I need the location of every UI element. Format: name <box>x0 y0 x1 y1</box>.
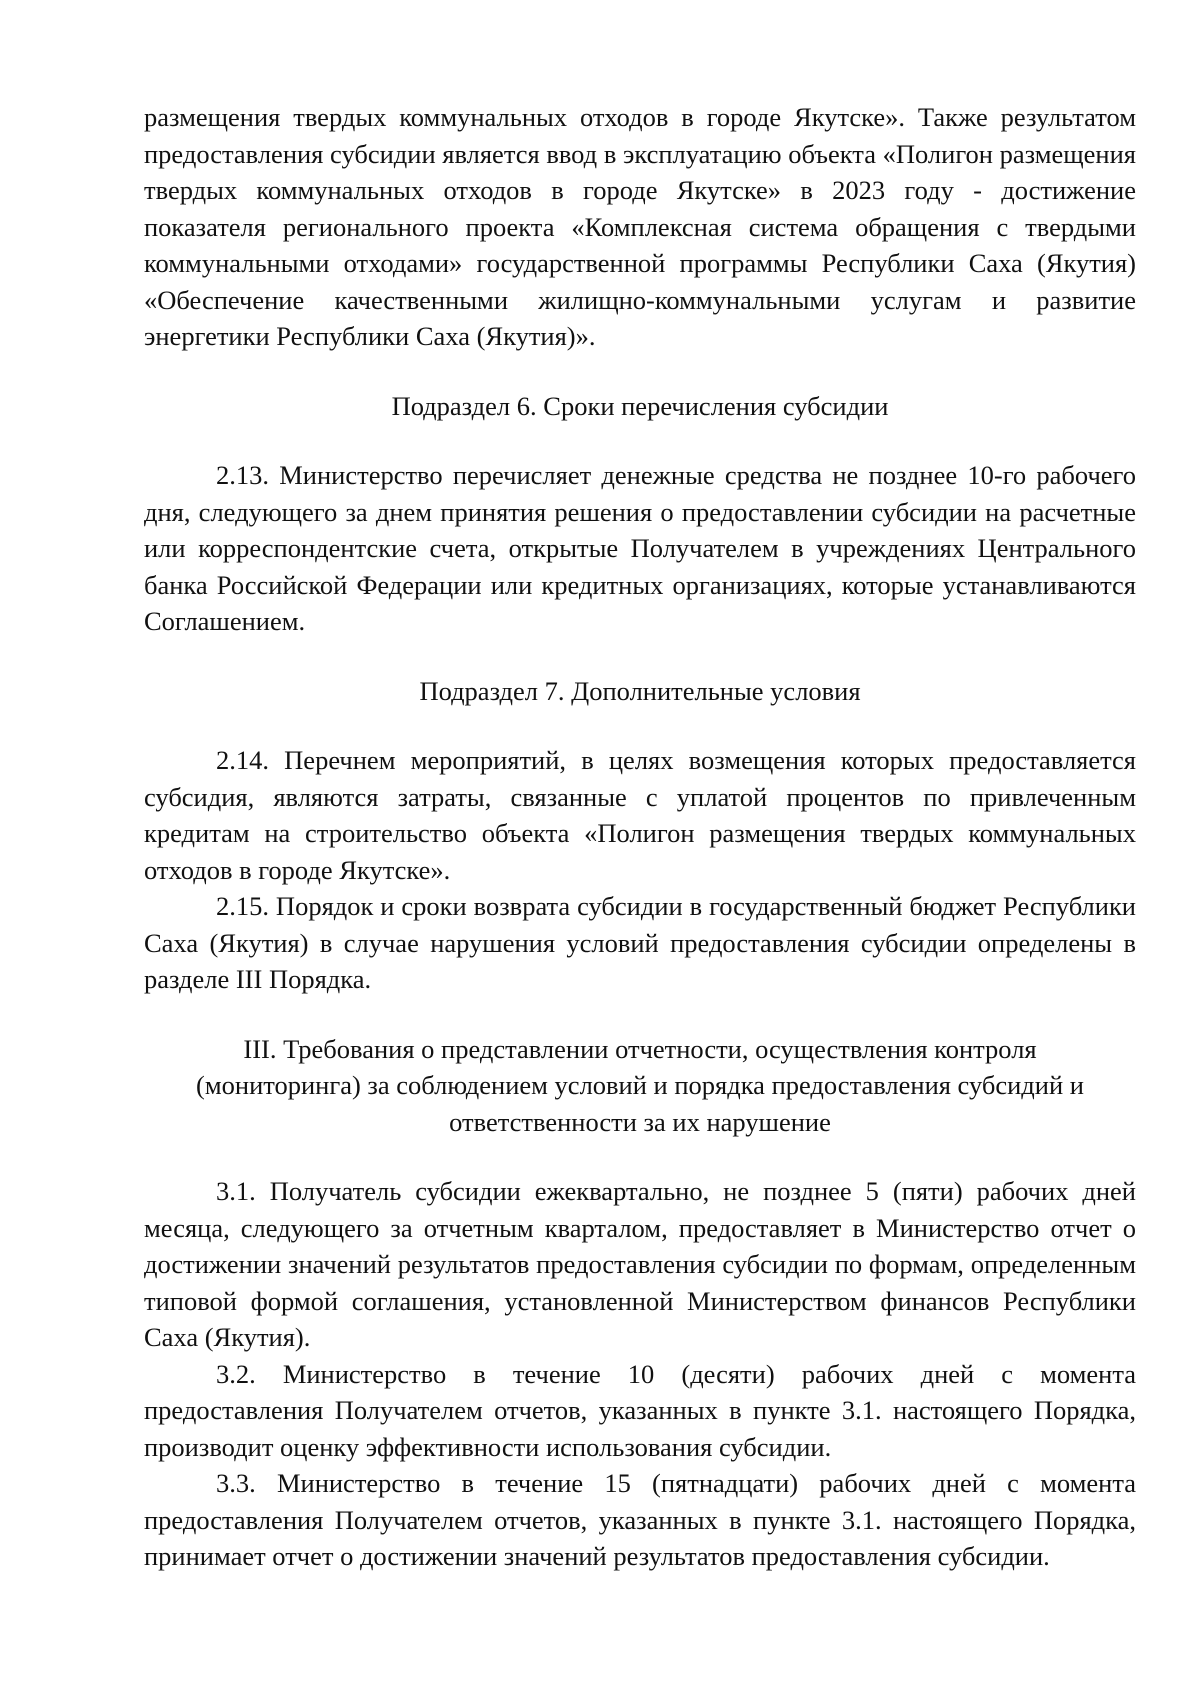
section-3-heading-line-3: ответственности за их нарушение <box>449 1106 831 1137</box>
paragraph-2-14: 2.14. Перечнем мероприятий, в целях возмещения которых предоставляется субсидия, являются затраты, связанные с уплатой процентов по привлеченным кредитам на строительство объекта «Полигон размещения твердых коммунальных отходов в городе Якутске». <box>144 745 1136 885</box>
section-3-heading <box>144 1031 1136 1141</box>
subsection-6-heading: Подраздел 6. Сроки перечисления субсидии <box>391 390 889 421</box>
paragraph-2-15: 2.15. Порядок и сроки возврата субсидии в государственный бюджет Республики Саха (Якутия) в случае нарушения условий предоставления субсидии определены в разделе III Порядка. <box>144 891 1136 994</box>
paragraph-intro-continuation: размещения твердых коммунальных отходов в городе Якутске». Также результатом предоставления субсидии является ввод в эксплуатацию объекта «Полигон размещения твердых коммунальных отходов в городе Якутске» в 2023 году - достижение показателя регионального проекта «Комплексная система обращения с твердыми коммунальными отходами» государственной программы Республики Саха (Якутия) «Обеспечение качественными жилищно-коммунальными услугам и развитие энергетики Республики Саха (Якутия)». <box>144 102 1136 351</box>
spacer <box>144 355 1136 388</box>
spacer <box>144 640 1136 673</box>
spacer <box>144 1140 1136 1173</box>
section-3-heading-line-1: III. Требования о представлении отчетности, осуществления контроля <box>243 1033 1037 1064</box>
spacer <box>144 998 1136 1031</box>
paragraph-3-1: 3.1. Получатель субсидии ежеквартально, не позднее 5 (пяти) рабочих дней месяца, следующего за отчетным кварталом, предоставляет в Министерство отчет о достижении значений результатов предоставления субсидии по формам, определенным типовой формой соглашения, установленной Министерством финансов Республики Саха (Якутия). <box>144 1176 1136 1352</box>
paragraph-3-3: 3.3. Министерство в течение 15 (пятнадцати) рабочих дней с момента предоставления Получателем отчетов, указанных в пункте 3.1. настоящего Порядка, принимает отчет о достижении значений результатов предоставления субсидии. <box>144 1468 1136 1571</box>
paragraph-2-13: 2.13. Министерство перечисляет денежные средства не позднее 10-го рабочего дня, следующего за днем принятия решения о предоставлении субсидии на расчетные или корреспондентские счета, открытые Получателем в учреждениях Центрального банка Российской Федерации или кредитных организациях, которые устанавливаются Соглашением. <box>144 460 1136 636</box>
subsection-7-heading: Подраздел 7. Дополнительные условия <box>419 675 861 706</box>
page-content <box>144 99 1136 1575</box>
spacer <box>144 709 1136 742</box>
spacer <box>144 424 1136 457</box>
paragraph-3-2: 3.2. Министерство в течение 10 (десяти) рабочих дней с момента предоставления Получателем отчетов, указанных в пункте 3.1. настоящего Порядка, производит оценку эффективности использования субсидии. <box>144 1358 1136 1462</box>
section-3-heading-line-2: (мониторинга) за соблюдением условий и порядка предоставления субсидий и <box>196 1070 1084 1100</box>
